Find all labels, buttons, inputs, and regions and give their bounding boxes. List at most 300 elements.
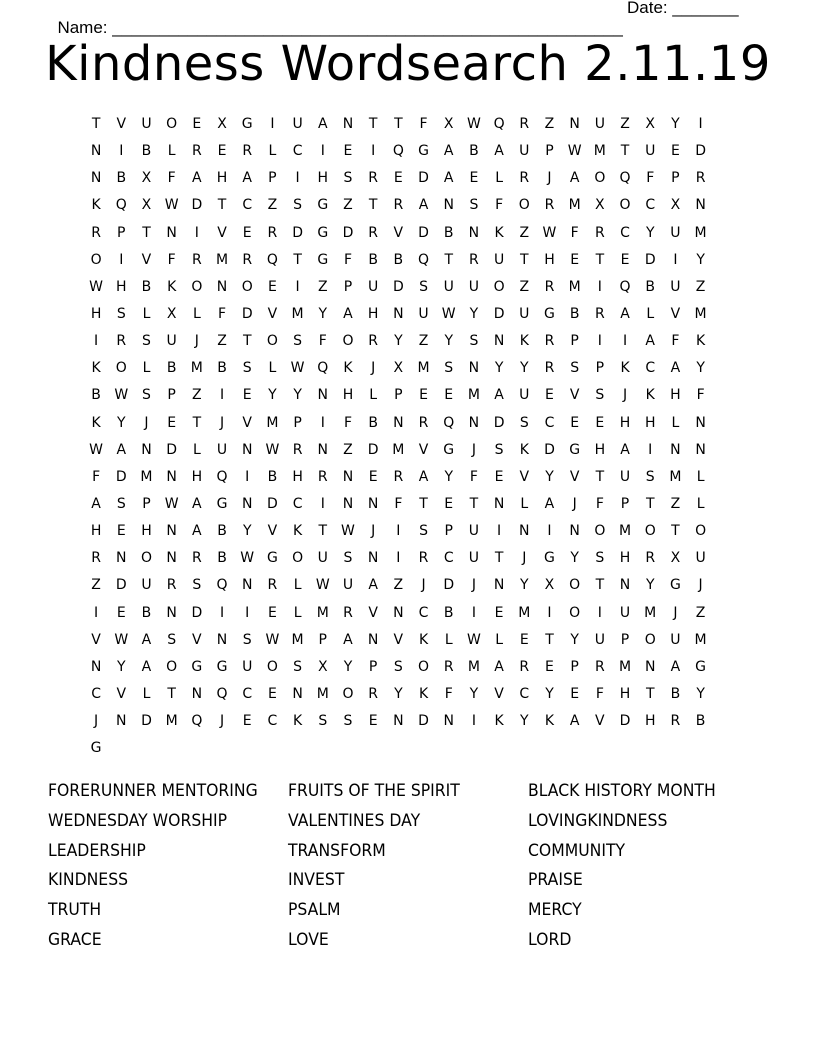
- grid-letter: C: [418, 604, 430, 621]
- grid-letter: O: [266, 658, 279, 675]
- grid-letter: B: [217, 360, 228, 377]
- grid-letter: X: [393, 360, 405, 377]
- grid-letter: J: [622, 387, 629, 404]
- grid-letter: W: [89, 278, 105, 295]
- word-list-item: KINDNESS: [48, 870, 129, 891]
- grid-letter: A: [141, 631, 153, 648]
- grid-letter: N: [342, 495, 355, 512]
- grid-letter: X: [141, 197, 153, 214]
- grid-letter: B: [645, 278, 657, 295]
- grid-letter: J: [421, 577, 427, 594]
- grid-letter: R: [594, 305, 606, 322]
- grid-letter: W: [441, 305, 457, 322]
- grid-letter: R: [191, 251, 203, 268]
- grid-letter: B: [443, 604, 455, 621]
- grid-letter: O: [241, 278, 254, 295]
- grid-letter: S: [343, 170, 354, 187]
- grid-letter: I: [219, 604, 226, 621]
- grid-letter: Z: [695, 604, 707, 621]
- grid-letter: A: [670, 658, 682, 675]
- grid-letter: N: [90, 658, 103, 675]
- grid-letter: B: [267, 468, 279, 485]
- grid-letter: E: [267, 278, 278, 295]
- grid-letter: L: [268, 360, 278, 377]
- grid-letter: R: [242, 143, 254, 160]
- grid-letter: M: [618, 658, 633, 675]
- grid-letter: L: [495, 170, 504, 187]
- grid-letter: Y: [696, 360, 706, 377]
- grid-letter: W: [466, 116, 482, 132]
- grid-letter: T: [444, 251, 454, 268]
- grid-letter: I: [471, 604, 477, 621]
- grid-letter: T: [645, 495, 656, 512]
- grid-letter: I: [320, 414, 326, 431]
- grid-letter: D: [418, 170, 430, 187]
- grid-letter: T: [368, 197, 379, 214]
- grid-letter: Y: [318, 305, 329, 322]
- grid-letter: A: [670, 360, 682, 377]
- grid-letter: V: [595, 713, 606, 730]
- grid-letter: P: [318, 631, 328, 648]
- grid-letter: K: [418, 685, 430, 702]
- grid-letter: B: [141, 278, 153, 295]
- grid-letter: N: [141, 441, 153, 458]
- grid-letter: H: [367, 305, 380, 322]
- grid-letter: M: [593, 143, 607, 160]
- grid-letter: O: [166, 658, 179, 675]
- grid-letter: M: [266, 414, 280, 431]
- grid-letter: O: [342, 685, 355, 702]
- grid-letter: F: [167, 251, 177, 268]
- grid-letter: N: [292, 685, 304, 702]
- grid-letter: S: [343, 713, 354, 730]
- grid-letter: N: [393, 713, 405, 730]
- grid-letter: Y: [545, 685, 555, 702]
- grid-letter: T: [167, 685, 177, 702]
- grid-letter: P: [545, 143, 555, 160]
- grid-letter: K: [418, 631, 430, 648]
- grid-letter: M: [568, 278, 582, 295]
- grid-letter: U: [619, 468, 632, 485]
- grid-letter: U: [594, 631, 606, 648]
- grid-letter: K: [494, 224, 505, 241]
- grid-letter: U: [292, 116, 304, 132]
- grid-letter: S: [444, 360, 455, 377]
- grid-letter: N: [367, 550, 380, 567]
- grid-letter: B: [217, 523, 228, 540]
- grid-letter: M: [568, 197, 582, 214]
- grid-letter: F: [343, 414, 353, 431]
- grid-letter: U: [670, 224, 682, 241]
- grid-letter: S: [318, 713, 329, 730]
- grid-letter: P: [444, 523, 454, 540]
- grid-letter: U: [166, 333, 178, 350]
- grid-letter: L: [671, 414, 681, 431]
- grid-letter: L: [268, 143, 278, 160]
- grid-letter: A: [544, 495, 556, 512]
- grid-letter: W: [315, 577, 331, 594]
- grid-letter: N: [116, 713, 128, 730]
- grid-letter: S: [519, 414, 530, 431]
- grid-letter: Y: [394, 685, 404, 702]
- grid-letter: R: [443, 658, 455, 675]
- grid-letter: T: [142, 224, 152, 241]
- grid-letter: W: [89, 441, 105, 458]
- grid-letter: Y: [469, 305, 480, 322]
- grid-letter: X: [166, 305, 178, 322]
- grid-letter: Z: [267, 197, 279, 214]
- grid-letter: V: [267, 523, 279, 540]
- grid-letter: Q: [443, 414, 456, 431]
- grid-letter: R: [166, 577, 178, 594]
- grid-letter: A: [620, 441, 631, 458]
- grid-letter: C: [267, 713, 279, 730]
- grid-letter: H: [317, 170, 330, 187]
- grid-letter: A: [141, 658, 153, 675]
- grid-letter: N: [393, 305, 405, 322]
- grid-letter: K: [645, 387, 656, 404]
- grid-letter: L: [142, 685, 152, 702]
- grid-letter: X: [317, 658, 329, 675]
- grid-letter: K: [620, 360, 631, 377]
- grid-letter: M: [618, 523, 633, 540]
- grid-letter: P: [620, 631, 631, 648]
- grid-letter: P: [394, 387, 404, 404]
- grid-letter: T: [671, 523, 681, 540]
- grid-letter: U: [468, 550, 481, 567]
- grid-letter: S: [595, 387, 606, 404]
- grid-letter: I: [295, 170, 301, 187]
- grid-letter: S: [343, 550, 354, 567]
- grid-letter: N: [367, 631, 380, 648]
- grid-letter: N: [695, 414, 707, 431]
- grid-letter: N: [216, 278, 229, 295]
- grid-letter: T: [620, 143, 631, 160]
- word-list: [48, 778, 768, 957]
- grid-letter: A: [343, 631, 354, 648]
- grid-letter: C: [242, 685, 254, 702]
- grid-letter: F: [495, 197, 505, 214]
- grid-letter: R: [242, 251, 254, 268]
- grid-letter: U: [670, 278, 682, 295]
- grid-letter: R: [368, 170, 380, 187]
- grid-letter: F: [167, 170, 177, 187]
- grid-letter: S: [116, 495, 127, 512]
- grid-letter: Y: [117, 414, 127, 431]
- grid-letter: L: [520, 495, 530, 512]
- grid-letter: M: [190, 360, 204, 377]
- grid-letter: H: [594, 441, 607, 458]
- grid-letter: F: [318, 333, 328, 350]
- grid-letter: G: [191, 658, 204, 675]
- grid-letter: P: [268, 170, 278, 187]
- grid-letter: N: [468, 360, 481, 377]
- grid-letter: A: [343, 305, 354, 322]
- grid-letter: K: [519, 441, 530, 458]
- grid-letter: I: [320, 495, 326, 512]
- grid-letter: K: [91, 414, 102, 431]
- grid-letter: N: [166, 523, 178, 540]
- grid-letter: E: [494, 468, 505, 485]
- grid-letter: Y: [645, 224, 656, 241]
- word-list-item: FRUITS OF THE SPIRIT: [288, 781, 460, 801]
- grid-letter: Z: [670, 495, 682, 512]
- grid-letter: W: [164, 495, 180, 512]
- grid-letter: Y: [520, 577, 530, 594]
- grid-letter: N: [569, 523, 581, 540]
- grid-letter: B: [217, 550, 228, 567]
- grid-letter: R: [519, 170, 531, 187]
- grid-letter: Y: [242, 523, 253, 540]
- grid-letter: Q: [317, 360, 330, 377]
- grid-letter: S: [419, 278, 429, 295]
- grid-letter: O: [644, 631, 657, 648]
- grid-letter: C: [292, 495, 304, 512]
- grid-letter: O: [166, 116, 179, 132]
- grid-letter: N: [695, 197, 707, 214]
- grid-letter: N: [342, 116, 355, 132]
- grid-letter: Z: [91, 577, 102, 594]
- grid-letter: N: [569, 116, 581, 132]
- grid-letter: J: [219, 414, 226, 431]
- grid-letter: J: [219, 713, 226, 730]
- grid-letter: W: [290, 360, 306, 377]
- grid-letter: V: [217, 224, 228, 241]
- grid-letter: A: [242, 170, 253, 187]
- grid-letter: V: [116, 116, 128, 132]
- grid-letter: E: [519, 631, 530, 648]
- grid-letter: Y: [545, 468, 555, 485]
- grid-letter: S: [242, 360, 253, 377]
- grid-letter: H: [619, 414, 632, 431]
- grid-letter: D: [544, 441, 556, 458]
- grid-letter: B: [141, 604, 153, 621]
- word-list-item: TRUTH: [48, 900, 102, 921]
- grid-letter: I: [94, 604, 100, 621]
- grid-letter: T: [293, 251, 303, 268]
- grid-letter: L: [646, 305, 656, 322]
- grid-letter: F: [671, 333, 681, 350]
- grid-letter: N: [166, 550, 178, 567]
- grid-letter: T: [645, 685, 656, 702]
- grid-letter: S: [645, 468, 656, 485]
- grid-letter: B: [368, 251, 379, 268]
- grid-letter: R: [368, 224, 380, 241]
- grid-letter: E: [368, 713, 379, 730]
- word-list-item: MERCY: [528, 900, 582, 921]
- grid-letter: A: [494, 658, 505, 675]
- grid-letter: M: [291, 631, 305, 648]
- grid-letter: N: [342, 468, 355, 485]
- word-list-item: TRANSFORM: [288, 840, 386, 861]
- word-list-item: PSALM: [288, 900, 341, 921]
- grid-letter: F: [394, 495, 404, 512]
- grid-letter: R: [368, 333, 380, 350]
- grid-letter: Q: [392, 143, 405, 160]
- grid-letter: P: [368, 658, 379, 675]
- grid-letter: I: [320, 143, 326, 160]
- grid-letter: J: [144, 414, 150, 431]
- grid-letter: C: [443, 550, 455, 567]
- grid-letter: Z: [317, 278, 329, 295]
- grid-letter: W: [567, 143, 583, 160]
- grid-letter: K: [293, 713, 304, 730]
- grid-letter: U: [468, 278, 481, 295]
- grid-letter: K: [696, 333, 707, 350]
- grid-letter: S: [469, 197, 480, 214]
- grid-letter: A: [443, 170, 455, 187]
- grid-letter: Y: [268, 387, 278, 404]
- grid-letter: Q: [266, 251, 279, 268]
- grid-letter: V: [393, 631, 405, 648]
- grid-letter: M: [291, 305, 305, 322]
- grid-letter: O: [619, 197, 632, 214]
- grid-letter: U: [141, 116, 153, 132]
- grid-letter: O: [115, 360, 128, 377]
- grid-letter: T: [520, 251, 530, 268]
- word-list-item: GRACE: [48, 929, 102, 950]
- grid-letter: H: [90, 523, 103, 540]
- grid-letter: G: [317, 197, 330, 214]
- grid-letter: B: [141, 143, 153, 160]
- grid-letter: D: [342, 224, 355, 241]
- grid-letter: F: [343, 251, 353, 268]
- grid-letter: S: [293, 333, 304, 350]
- grid-letter: Y: [117, 658, 127, 675]
- grid-letter: Y: [494, 360, 505, 377]
- grid-letter: U: [141, 577, 153, 594]
- word-list-item: VALENTINES DAY: [288, 810, 421, 831]
- word-list-item: FORERUNNER MENTORING: [48, 781, 258, 801]
- grid-letter: G: [669, 577, 682, 594]
- grid-letter: Z: [343, 441, 354, 458]
- grid-letter: N: [116, 550, 128, 567]
- grid-letter: H: [116, 278, 128, 295]
- grid-letter: X: [670, 197, 682, 214]
- grid-letter: T: [595, 251, 606, 268]
- grid-letter: E: [570, 685, 581, 702]
- grid-letter: R: [594, 224, 606, 241]
- grid-letter: K: [293, 523, 304, 540]
- grid-letter: Q: [115, 197, 128, 214]
- grid-letter: N: [443, 197, 455, 214]
- grid-letter: E: [242, 713, 253, 730]
- grid-letter: R: [695, 170, 707, 187]
- grid-letter: R: [116, 333, 128, 350]
- grid-letter: U: [519, 387, 531, 404]
- grid-letter: N: [166, 224, 178, 241]
- grid-letter: W: [240, 550, 256, 567]
- grid-letter: O: [594, 170, 607, 187]
- grid-letter: F: [92, 468, 102, 485]
- grid-letter: S: [494, 441, 505, 458]
- grid-letter: M: [417, 360, 431, 377]
- word-list-item: LORD: [528, 929, 572, 950]
- grid-letter: X: [595, 197, 606, 214]
- grid-letter: Y: [394, 333, 404, 350]
- grid-letter: Y: [696, 251, 706, 268]
- grid-letter: J: [194, 333, 200, 350]
- grid-letter: G: [544, 305, 556, 322]
- grid-letter: N: [468, 414, 481, 431]
- grid-letter: M: [467, 387, 481, 404]
- grid-letter: O: [644, 523, 657, 540]
- grid-letter: E: [242, 387, 253, 404]
- grid-letter: Q: [619, 170, 632, 187]
- grid-letter: A: [494, 387, 505, 404]
- grid-letter: I: [119, 251, 125, 268]
- grid-letter: M: [467, 658, 481, 675]
- grid-letter: T: [469, 495, 480, 512]
- grid-letter: X: [443, 116, 455, 132]
- grid-letter: P: [293, 414, 303, 431]
- grid-letter: R: [267, 224, 279, 241]
- grid-letter: G: [569, 441, 582, 458]
- grid-letter: E: [570, 414, 581, 431]
- grid-letter: Y: [570, 631, 580, 648]
- grid-letter: Z: [192, 387, 203, 404]
- grid-letter: E: [595, 414, 606, 431]
- grid-letter: E: [620, 251, 631, 268]
- grid-letter: R: [393, 468, 405, 485]
- grid-letter: N: [166, 604, 178, 621]
- grid-letter: L: [293, 604, 303, 621]
- date-field-label: Date: _______: [627, 0, 739, 17]
- grid-letter: I: [471, 713, 477, 730]
- grid-letter: G: [216, 658, 229, 675]
- grid-letter: U: [216, 441, 229, 458]
- grid-letter: N: [493, 333, 506, 350]
- grid-letter: W: [542, 224, 558, 241]
- grid-letter: F: [218, 305, 228, 322]
- grid-letter: K: [91, 360, 102, 377]
- grid-letter: V: [91, 631, 102, 648]
- grid-letter: N: [619, 577, 632, 594]
- grid-letter: R: [91, 550, 102, 567]
- grid-letter: N: [695, 441, 707, 458]
- word-list-item: BLACK HISTORY MONTH: [528, 781, 716, 801]
- grid-letter: D: [493, 414, 506, 431]
- grid-letter: C: [292, 143, 304, 160]
- grid-letter: I: [597, 333, 603, 350]
- grid-letter: R: [519, 116, 531, 132]
- grid-letter: O: [569, 577, 582, 594]
- grid-letter: L: [495, 631, 504, 648]
- grid-letter: I: [673, 251, 679, 268]
- grid-letter: P: [671, 170, 681, 187]
- grid-letter: Y: [645, 577, 656, 594]
- grid-letter: P: [570, 658, 580, 675]
- grid-letter: B: [116, 170, 128, 187]
- grid-letter: N: [468, 224, 481, 241]
- grid-letter: E: [116, 604, 127, 621]
- grid-letter: N: [644, 658, 657, 675]
- grid-letter: M: [669, 468, 683, 485]
- grid-letter: J: [522, 550, 528, 567]
- grid-letter: I: [597, 278, 603, 295]
- grid-letter: A: [192, 495, 203, 512]
- name-field-label: Name: ______________________________________________________: [57, 18, 623, 37]
- grid-letter: C: [645, 360, 657, 377]
- grid-letter: Y: [696, 685, 706, 702]
- grid-letter: P: [343, 278, 354, 295]
- grid-letter: Z: [393, 577, 405, 594]
- grid-letter: F: [444, 685, 454, 702]
- grid-letter: Q: [216, 685, 229, 702]
- grid-letter: U: [443, 278, 455, 295]
- grid-letter: R: [544, 333, 556, 350]
- grid-letter: H: [191, 468, 204, 485]
